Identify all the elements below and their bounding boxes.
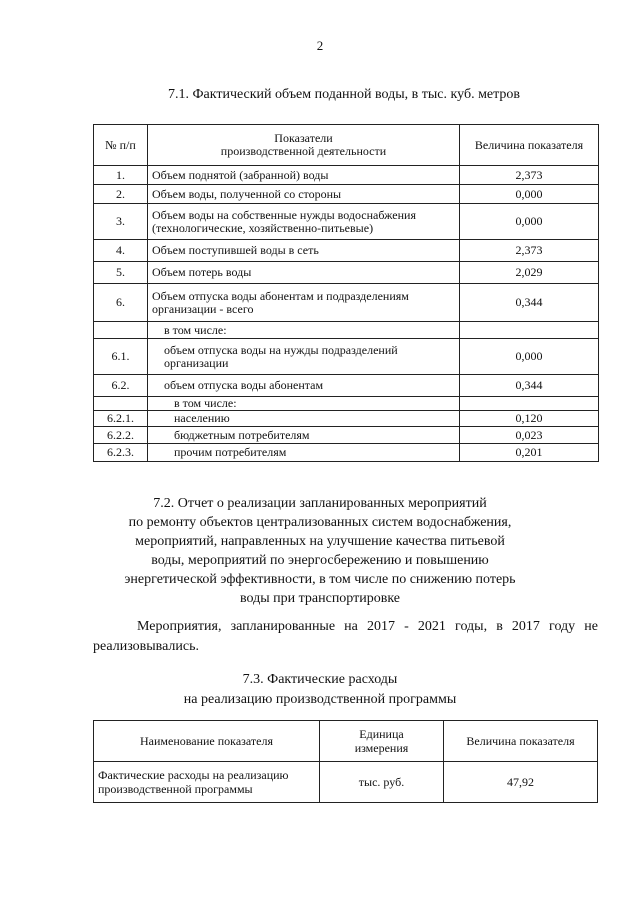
row-name: бюджетным потребителям	[148, 427, 460, 444]
row-value: 0,120	[460, 411, 599, 427]
row-value: 0,023	[460, 427, 599, 444]
header-value: Величина показателя	[460, 125, 599, 166]
row-name: Объем поступившей воды в сеть	[148, 240, 460, 262]
row-num: 6.2.2.	[94, 427, 148, 444]
row-num: 1.	[94, 166, 148, 185]
row-value: 47,92	[444, 762, 598, 803]
section-7-2-title-line: по ремонту объектов централизованных систем водоснабжения,	[128, 515, 512, 530]
row-name: Объем потерь воды	[148, 262, 460, 284]
row-num: 6.2.3.	[94, 444, 148, 462]
row-num: 6.2.	[94, 375, 148, 397]
row-unit: тыс. руб.	[320, 762, 444, 803]
row-value: 0,201	[460, 444, 599, 462]
table-row	[94, 322, 599, 339]
table-row	[94, 444, 599, 462]
section-7-3-title	[0, 670, 640, 710]
section-7-3-title-line2: на реализацию производственной программы	[183, 692, 457, 707]
row-name: Объем отпуска воды абонентам и подразделениям организации - всего	[148, 284, 460, 322]
table-row	[94, 339, 599, 375]
header-unit	[320, 721, 444, 762]
table-row	[94, 284, 599, 322]
page-number: 2	[316, 38, 324, 53]
section-7-2-title-line: 7.2. Отчет о реализации запланированных мероприятий	[153, 496, 487, 511]
header-indicator-line1: Показатели	[274, 131, 333, 145]
row-value: 0,000	[460, 185, 599, 204]
table-row	[94, 375, 599, 397]
row-value	[460, 397, 599, 411]
row-num	[94, 397, 148, 411]
row-num: 6.	[94, 284, 148, 322]
row-value: 0,000	[460, 339, 599, 375]
table-header-row	[94, 125, 599, 166]
row-name: прочим потребителям	[148, 444, 460, 462]
table-row	[94, 427, 599, 444]
row-name: в том числе:	[148, 322, 460, 339]
row-num	[94, 322, 148, 339]
section-7-2-title-line: воды при транспортировке	[239, 591, 401, 606]
row-name: населению	[148, 411, 460, 427]
table-row	[94, 411, 599, 427]
row-name: в том числе:	[148, 397, 460, 411]
header-indicator	[148, 125, 460, 166]
row-value	[460, 322, 599, 339]
table-row	[94, 204, 599, 240]
table-row	[94, 185, 599, 204]
row-name: Объем поднятой (забранной) воды	[148, 166, 460, 185]
header-num: № п/п	[94, 125, 148, 166]
section-7-2-paragraph: Мероприятия, запланированные на 2017 - 2021 годы, в 2017 году не реализовывались.	[93, 619, 598, 654]
row-value: 0,000	[460, 204, 599, 240]
row-name: объем отпуска воды абонентам	[148, 375, 460, 397]
table-row	[94, 397, 599, 411]
header-value: Величина показателя	[444, 721, 598, 762]
row-num: 6.1.	[94, 339, 148, 375]
row-name: объем отпуска воды на нужды подразделений организации	[148, 339, 460, 375]
header-unit-line2: измерения	[354, 741, 409, 755]
row-num: 2.	[94, 185, 148, 204]
row-num: 4.	[94, 240, 148, 262]
row-name: Объем воды, полученной со стороны	[148, 185, 460, 204]
row-name: Фактические расходы на реализацию производственной программы	[94, 762, 320, 803]
table-row	[94, 166, 599, 185]
header-unit-line1: Единица	[359, 727, 404, 741]
table-header-row	[94, 721, 598, 762]
section-7-1-title: 7.1. Фактический объем поданной воды, в тыс. куб. метров	[167, 87, 521, 102]
table-row	[94, 762, 598, 803]
row-value: 2,373	[460, 240, 599, 262]
water-volume-table	[93, 124, 599, 462]
section-7-2-title-line: мероприятий, направленных на улучшение качества питьевой	[135, 534, 505, 549]
table-row	[94, 262, 599, 284]
row-value: 2,373	[460, 166, 599, 185]
expenses-table	[93, 720, 598, 803]
row-name: Объем воды на собственные нужды водоснабжения (технологические, хозяйственно-питьевые)	[148, 204, 460, 240]
section-7-3-title-line1: 7.3. Фактические расходы	[242, 672, 398, 687]
header-name: Наименование показателя	[94, 721, 320, 762]
table-row	[94, 240, 599, 262]
row-num: 3.	[94, 204, 148, 240]
row-num: 5.	[94, 262, 148, 284]
row-num: 6.2.1.	[94, 411, 148, 427]
row-value: 0,344	[460, 375, 599, 397]
row-value: 0,344	[460, 284, 599, 322]
header-indicator-line2: производственной деятельности	[220, 144, 387, 158]
section-7-2-title	[0, 494, 640, 608]
row-value: 2,029	[460, 262, 599, 284]
section-7-2-title-line: воды, мероприятий по энергосбережению и повышению	[151, 553, 489, 568]
section-7-2-title-line: энергетической эффективности, в том числе по снижению потерь	[124, 572, 516, 587]
